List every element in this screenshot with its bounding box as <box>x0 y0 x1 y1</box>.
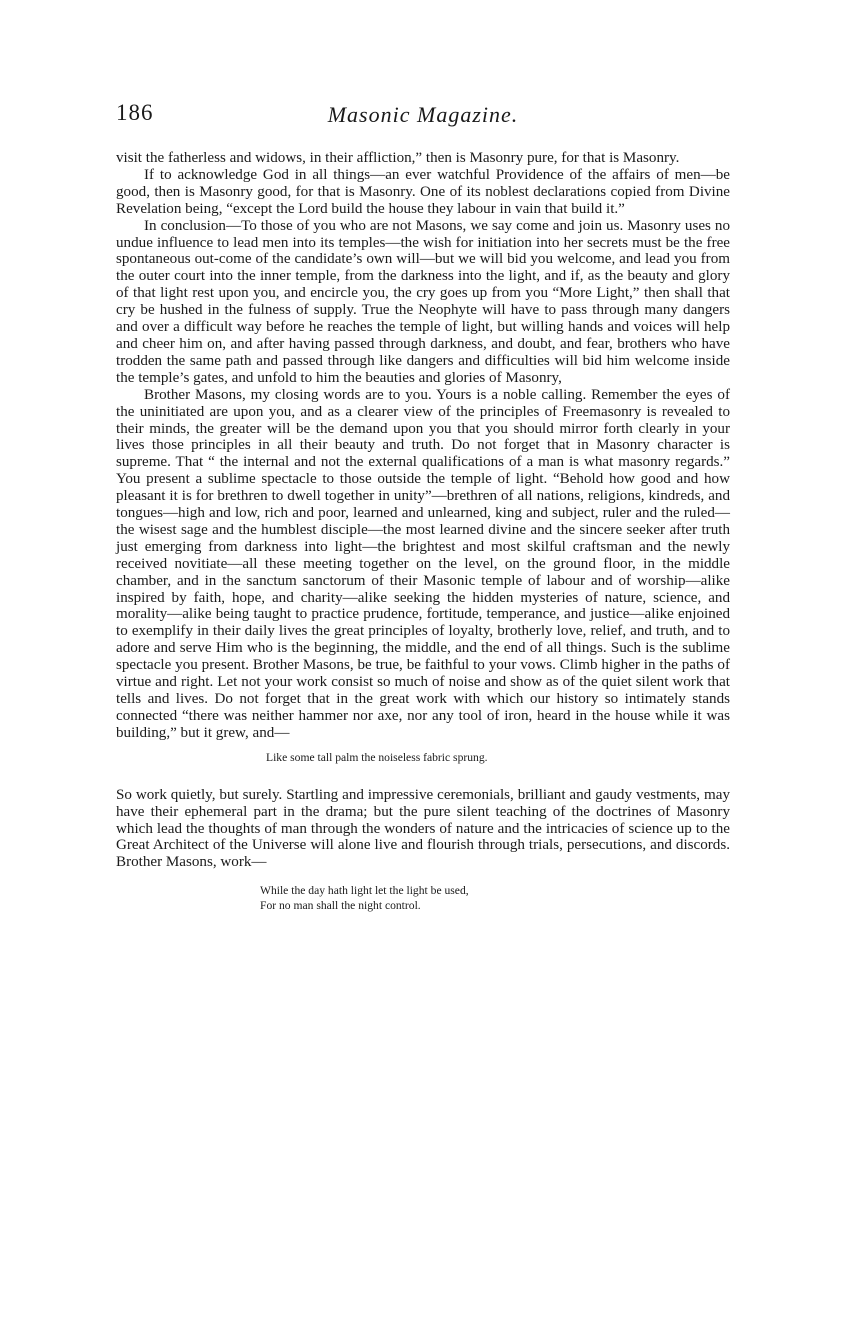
verse-line: While the day hath light let the light be used, <box>260 884 469 898</box>
running-title: Masonic Magazine. <box>327 102 519 127</box>
page-number: 186 <box>116 100 154 125</box>
verse-quotation-palm: Like some tall palm the noiseless fabric sprung. <box>266 750 488 764</box>
verse-quotation-closing <box>116 883 730 913</box>
article-body <box>116 150 730 913</box>
page-header <box>116 100 730 136</box>
verse-line: For no man shall the night control. <box>260 899 421 913</box>
paragraph-in-conclusion: In conclusion—To those of you who are not Masons, we say come and join us. Masonry uses no undue influence to lead men into its temples—the wish for initiation into her secrets must be the free spontaneous out-come of the candidate’s own will—but we will bid you welcome, and lead you from the outer court into the inner temple, from the darkness into the light, and if, as the beauty and glory of that light rest upon you, and encircle you, the cry goes up from you “More Light,” then shall that cry be hushed in the fulness of supply. True the Neophyte will have to pass through many dangers and over a difficult way before he reaches the temple of light, but willing hands and voices will help and cheer him on, and after having passed through darkness, and doubt, and fear, brothers who have trodden the same path and passed through like dangers and difficulties will bid him welcome inside the temple’s gates, and unfold to him the beauties and glories of Masonry, <box>116 217 730 386</box>
paragraph-continuation: visit the fatherless and widows, in their affliction,” then is Masonry pure, for that is Masonry. <box>116 150 680 166</box>
paragraph-work-quietly: So work quietly, but surely. Startling and impressive ceremonials, brilliant and gaudy vestments, may have their ephemeral part in the drama; but the pure silent teaching of the doctrines of Masonry which lead the thoughts of man through the wonders of nature and the intricacies of science up to the Great Architect of the Universe will alone live and flourish through trials, persecutions, and discords. Brother Masons, work— <box>116 786 730 871</box>
paragraph-acknowledge-god: If to acknowledge God in all things—an ever watchful Providence of the affairs of men—be good, then is Masonry good, for that is Masonry. One of its noblest declarations copied from Divine Revelation being, “except the Lord build the house they labour in vain that build it.” <box>116 166 730 217</box>
paragraph-brother-masons: Brother Masons, my closing words are to you. Yours is a noble calling. Remember the eyes of the uninitiated are upon you, and as a clearer view of the principles of Freemasonry is revealed to their minds, the greater will be the demand upon you that you should mirror forth clearly in your lives those principles in all their beauty and truth. Do not forget that in Masonry character is supreme. That “ the internal and not the external qualifications of a man is what masonry regards.” You present a sublime spectacle to those outside the temple of light. “Behold how good and how pleasant it is for brethren to dwell together in unity”—brethren of all nations, religions, kindreds, and tongues—high and low, rich and poor, learned and unlearned, king and subject, ruler and the ruled—the wisest sage and the humblest disciple—the most learned divine and the sincere seeker after truth just emerging from darkness into light—the brightest and most skilful craftsman and the newly received novitiate—all these meeting together on the level, on the ground floor, in the middle chamber, and in the sanctum sanctorum of their Masonic temple of labour and of worship—alike inspired by faith, hope, and charity—alike seeking the hidden mysteries of nature, science, and morality—alike being taught to practice prudence, fortitude, temperance, and justice—alike enjoined to exemplify in their daily lives the great principles of loyalty, brotherly love, relief, and truth, and to adore and serve Him who is the beginning, the middle, and the end of all things. Such is the sublime spectacle you present. Brother Masons, be true, be faithful to your vows. Climb higher in the paths of virtue and right. Let not your work consist so much of noise and show as of the quiet silent work that tells and lives. Do not forget that in the great work with which our history so intimately stands connected “there was neither hammer nor axe, nor any tool of iron, heard in the house while it was building,” but it grew, and— <box>116 386 730 741</box>
